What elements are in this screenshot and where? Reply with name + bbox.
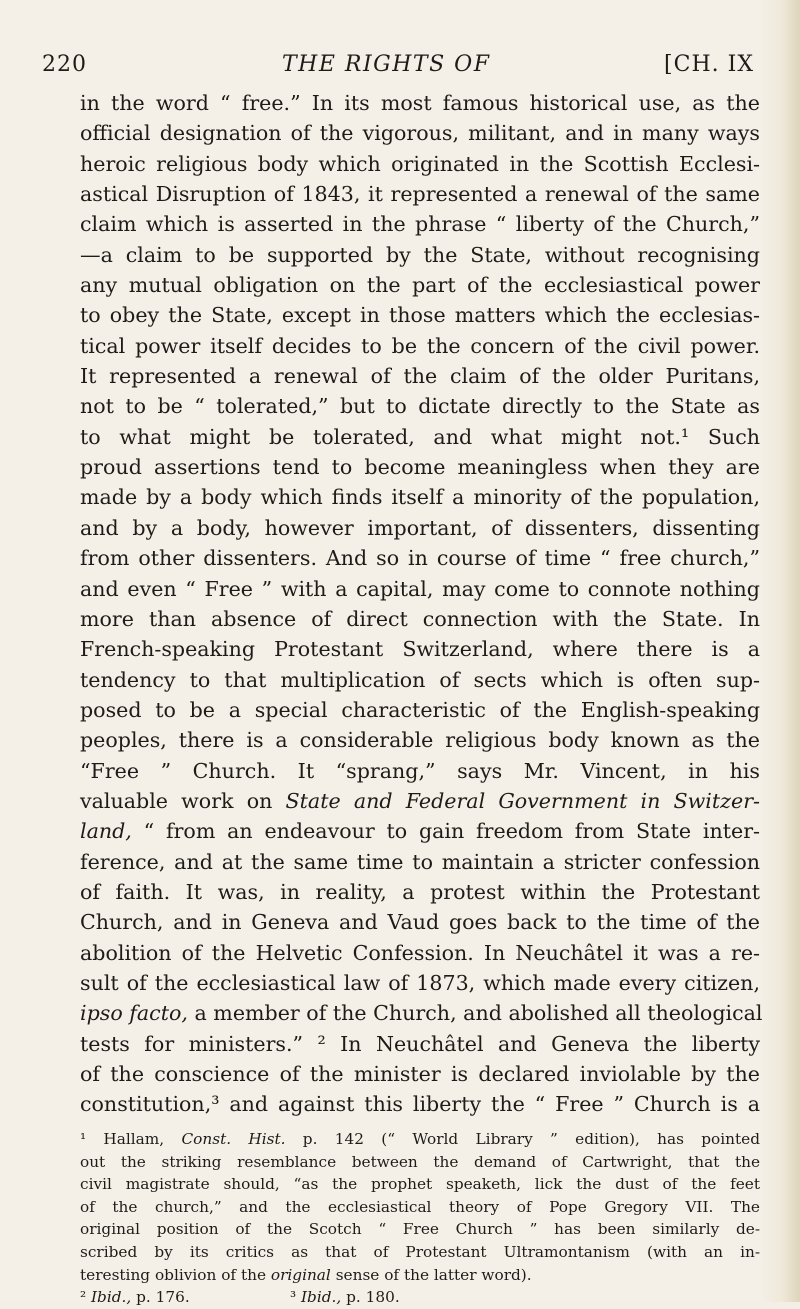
text-line: not to be “ tolerated,” but to dictate directly to the State as: [80, 394, 760, 419]
footnote-line: scribed by its critics as that of Protestant Ultramontanism (with an in-: [80, 1242, 760, 1261]
footnote-ref-2: ² Ibid., p. 176.: [80, 1288, 190, 1307]
chapter-reference: [CH. IX: [664, 52, 754, 77]
footnote-line: original position of the Scotch “ Free Church ” has been similarly de-: [80, 1220, 760, 1239]
text-line: valuable work on State and Federal Government in Switzer-: [80, 788, 760, 813]
text-line: of the conscience of the minister is declared inviolable by the: [80, 1062, 760, 1086]
text-line: from other dissenters. And so in course of time “ free church,”: [80, 546, 760, 571]
text-line: of faith. It was, in reality, a protest within the Protestant: [80, 879, 760, 904]
footnote-line: ¹ Hallam, Const. Hist. p. 142 (“ World Library ” edition), has pointed: [80, 1130, 760, 1148]
text-line: posed to be a special characteristic of the English-speaking: [80, 697, 760, 722]
text-line: to what might be tolerated, and what might not.¹ Such: [80, 424, 760, 449]
text-line: “Free ” Church. It “sprang,” says Mr. Vincent, in his: [80, 758, 760, 783]
text-line: made by a body which finds itself a minority of the population,: [80, 485, 760, 510]
body-text: [80, 88, 763, 1120]
text-line: claim which is asserted in the phrase “ liberty of the Church,”: [80, 212, 760, 237]
text-line: constitution,³ and against this liberty the “ Free ” Church is a: [80, 1092, 760, 1117]
text-line: astical Disruption of 1843, it represented a renewal of the same: [80, 182, 760, 207]
footnotes: [80, 1128, 760, 1309]
page-number: 220: [42, 52, 87, 77]
text-line: tests for ministers.” ² In Neuchâtel and Geneva the liberty: [80, 1031, 760, 1056]
text-line: to obey the State, except in those matters which the ecclesias-: [80, 303, 760, 328]
text-line: and even “ Free ” with a capital, may come to connote nothing: [80, 576, 760, 601]
running-title: THE RIGHTS OF: [282, 52, 491, 77]
text-line: peoples, there is a considerable religious body known as the: [80, 728, 760, 753]
footnote-line: out the striking resemblance between the demand of Cartwright, that the: [80, 1152, 760, 1171]
text-line: tical power itself decides to be the concern of the civil power.: [80, 333, 760, 358]
text-line: more than absence of direct connection with the State. In: [80, 606, 760, 631]
page-header: [42, 52, 754, 82]
footnote-ref-3: ³ Ibid., p. 180.: [290, 1288, 400, 1307]
text-line: It represented a renewal of the claim of the older Puritans,: [80, 364, 760, 389]
footnote-references: [80, 1286, 760, 1309]
text-line: in the word “ free.” In its most famous historical use, as the: [80, 91, 760, 115]
footnote-line: of the church,” and the ecclesiastical theory of Pope Gregory VII. The: [80, 1197, 760, 1216]
footnote-line: teresting oblivion of the original sense of the latter word).: [80, 1265, 532, 1284]
text-line: and by a body, however important, of dissenters, dissenting: [80, 515, 760, 540]
text-line: Church, and in Geneva and Vaud goes back to the time of the: [80, 910, 760, 935]
text-line: —a claim to be supported by the State, without recognising: [80, 242, 760, 267]
text-line: proud assertions tend to become meaningless when they are: [80, 455, 760, 480]
text-line: French-speaking Protestant Switzerland, where there is a: [80, 637, 760, 662]
text-line: land, “ from an endeavour to gain freedom from State inter-: [80, 819, 760, 844]
text-line: ipso facto, a member of the Church, and abolished all theological: [80, 1001, 763, 1026]
text-line: tendency to that multiplication of sects which is often sup-: [80, 667, 760, 692]
footnote-line: civil magistrate should, “as the prophet speaketh, lick the dust of the feet: [80, 1175, 760, 1194]
text-line: ference, and at the same time to maintain a stricter confession: [80, 849, 760, 874]
text-line: official designation of the vigorous, militant, and in many ways: [80, 121, 760, 146]
text-line: any mutual obligation on the part of the ecclesiastical power: [80, 273, 760, 298]
text-line: sult of the ecclesiastical law of 1873, which made every citizen,: [80, 970, 760, 995]
text-line: heroic religious body which originated in the Scottish Ecclesi-: [80, 151, 760, 176]
text-line: abolition of the Helvetic Confession. In Neuchâtel it was a re-: [80, 940, 760, 965]
